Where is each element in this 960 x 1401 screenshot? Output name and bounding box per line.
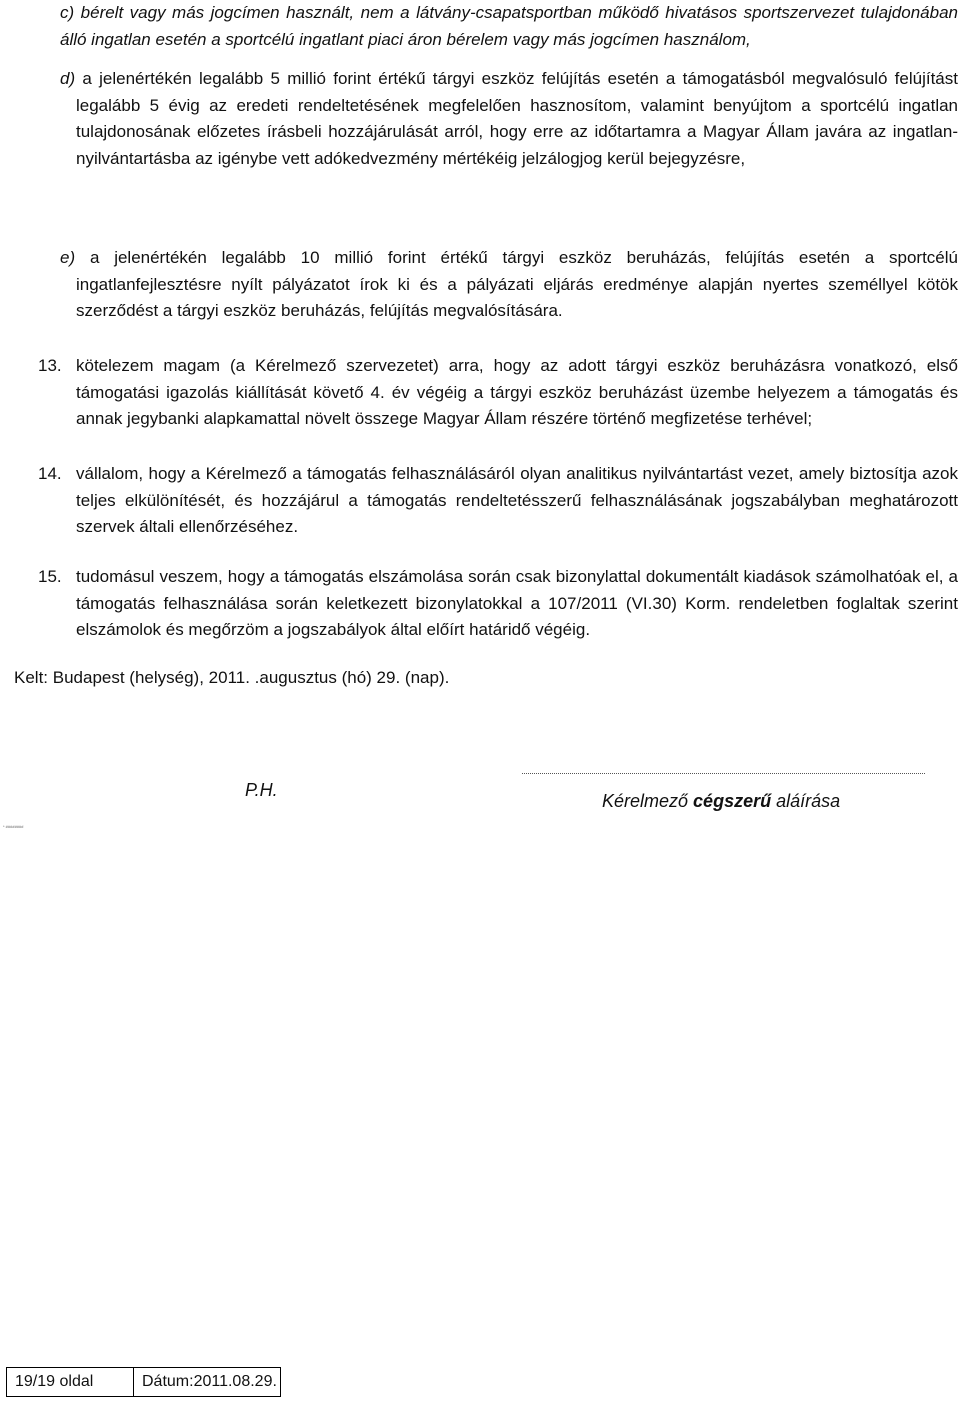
signature-line bbox=[522, 773, 925, 774]
item-c-text: bérelt vagy más jogcímen használt, nem a látvány-csapatsportban működő hivatásos sportszervezet tulajdonában álló ingatlan esetén a sportcélú ingatlant piaci áron bérelem vagy más jogcímen használom, bbox=[60, 3, 958, 49]
item-e-label: e) bbox=[60, 248, 76, 267]
date-place-line: Kelt: Budapest (helység), 2011. .augusztus (hó) 29. (nap). bbox=[14, 668, 450, 687]
list-item-e bbox=[60, 245, 958, 325]
item-15-number: 15. bbox=[38, 567, 62, 586]
page-footer bbox=[6, 1367, 281, 1397]
item-14-number: 14. bbox=[38, 464, 62, 483]
item-d-text: a jelenértékén legalább 5 millió forint értékű tárgyi eszköz felújítás esetén a támogatásból megvalósuló felújítást legalább 5 évig az eredeti rendeltetésének megfelelően hasznosítom, valamint benyújtom a sportcélú ingatlan tulajdonosának előzetes írásbeli hozzájárulását arról, hogy erre az időtartamra a Magyar Állam javára az ingatlan-nyilvántartásba az igénybe vett adókedvezmény mértékéig jelzálogjog kerül bejegyzésre, bbox=[76, 69, 958, 168]
signature-bold: cégszerű bbox=[693, 791, 772, 811]
signature-caption bbox=[602, 788, 840, 815]
item-e-text: a jelenértékén legalább 10 millió forint értékű tárgyi eszköz beruházás, felújítás esetén a sportcélú ingatlanfejlesztésre nyílt pályázatot írok ki és a pályázati eljárás eredménye alapján nyertes személlyel kötök szerződést a tárgyi eszköz beruházás, felújítás megvalósítására. bbox=[76, 248, 958, 320]
item-d-label: d) bbox=[60, 69, 76, 88]
item-13-number: 13. bbox=[38, 356, 62, 375]
item-c-label: c) bbox=[60, 3, 75, 22]
page-number: 19/19 oldal bbox=[7, 1368, 134, 1396]
list-item-14: vállalom, hogy a Kérelmező a támogatás felhasználásáról olyan analitikus nyilvántartást vezet, amely biztosítja azok teljes elkülönítését, és hozzájárul a támogatás rendeltetésszerű felhasználásának jogszabályban meghatározott szervek általi ellenőrzéséhez. bbox=[76, 464, 958, 536]
tiny-footnote: * ######## bbox=[3, 824, 24, 829]
stamp-placeholder: P.H. bbox=[245, 780, 278, 800]
footer-date: Dátum:2011.08.29. bbox=[142, 1373, 277, 1390]
list-item-13: kötelezem magam (a Kérelmező szervezetet) arra, hogy az adott tárgyi eszköz beruházásra vonatkozó, első támogatási igazolás kiállítását követő 4. év végéig a tárgyi eszköz beruházást üzembe helyezem a támogatás és annak jegybanki alapkamattal növelt összege Magyar Állam részére történő megfizetése terhével; bbox=[76, 356, 958, 428]
list-item-d bbox=[60, 66, 958, 172]
signature-prefix: Kérelmező bbox=[602, 791, 694, 811]
list-item-c bbox=[60, 0, 958, 53]
signature-suffix: aláírása bbox=[771, 791, 841, 811]
list-item-15: tudomásul veszem, hogy a támogatás elszámolása során csak bizonylattal dokumentált kiadások számolhatóak el, a támogatás felhasználása során keletkezett bizonylatokkal a 107/2011 (VI.30) Korm. rendeletben foglaltak szerint elszámolok és megőrzöm a jogszabályok által előírt határidő végéig. bbox=[76, 567, 958, 639]
